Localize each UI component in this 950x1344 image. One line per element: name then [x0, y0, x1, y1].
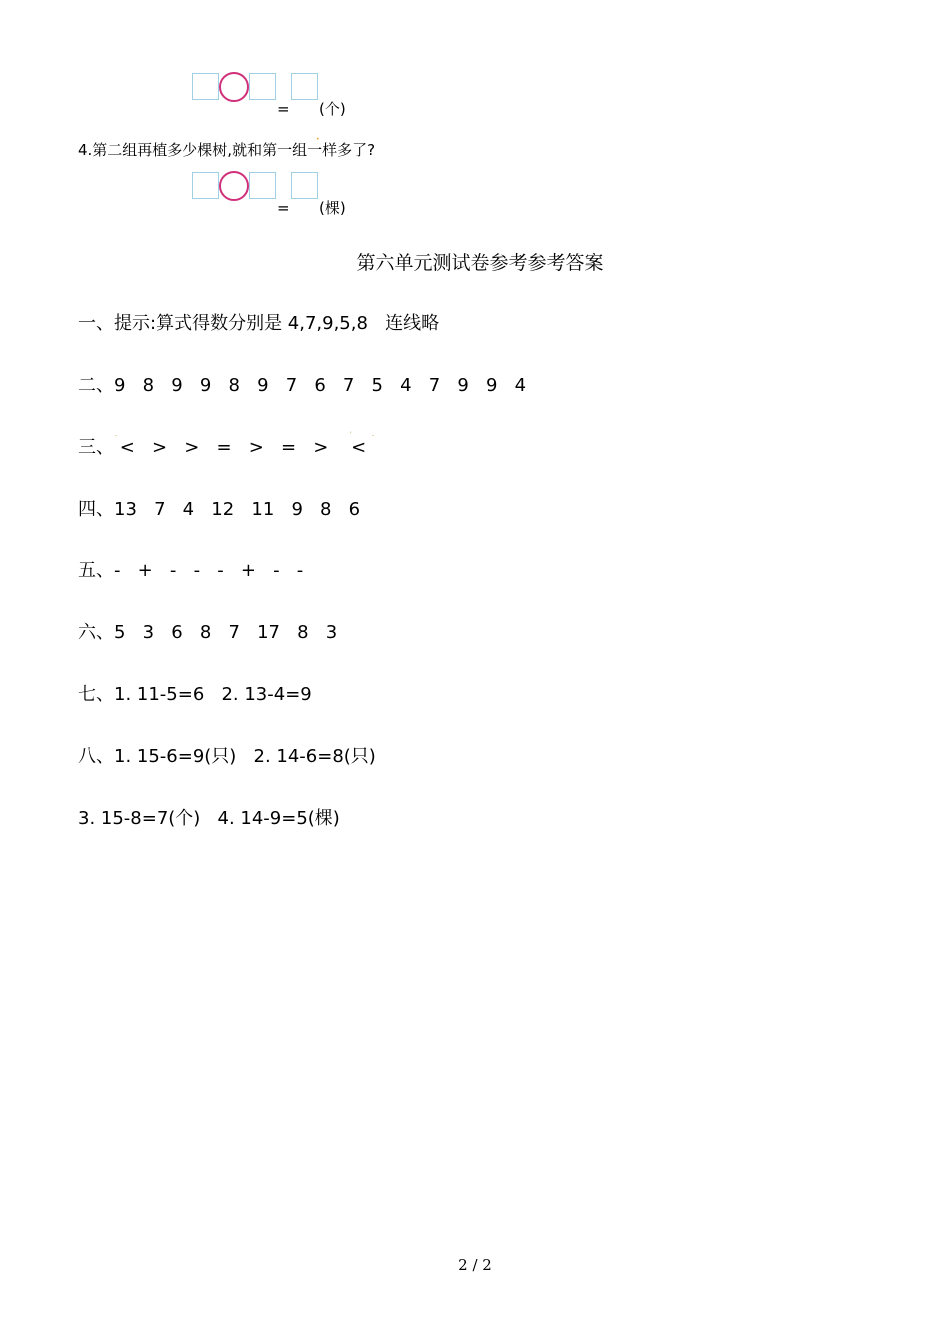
equation-row-q4 — [190, 172, 390, 222]
equation-row-q3 — [190, 73, 390, 123]
result-box[interactable] — [291, 73, 318, 100]
decorative-mark: ' — [350, 431, 352, 438]
answer-line-8: 八、1. 15-6=9(只) 2. 14-6=8(只) — [78, 746, 376, 767]
unit-label: (个) — [319, 100, 346, 118]
answer-line-6: 六、5 3 6 8 7 17 8 3 — [78, 622, 338, 643]
decorative-mark: • — [316, 136, 320, 143]
answer-line-2: 二、9 8 9 9 8 9 7 6 7 5 4 7 9 9 4 — [78, 375, 527, 396]
page-number: 2 / 2 — [458, 1256, 492, 1274]
decorative-mark: - — [115, 432, 118, 439]
answer-box[interactable] — [249, 73, 276, 100]
answer-line-1: 一、提示:算式得数分别是 4,7,9,5,8 连线略 — [78, 313, 440, 334]
answer-line-7: 七、1. 11-5=6 2. 13-4=9 — [78, 684, 312, 705]
answer-box[interactable] — [192, 172, 219, 199]
equal-sign: = — [277, 100, 290, 118]
answer-line-9: 3. 15-8=7(个) 4. 14-9=5(棵) — [78, 808, 340, 829]
answer-key-title: 第六单元测试卷参考参考答案 — [356, 252, 604, 274]
decorative-mark: - — [372, 432, 375, 439]
answer-line-5: 五、- + - - - + - - — [78, 560, 304, 581]
question-4: 4.第二组再植多少棵树,就和第一组一样多了? — [78, 141, 376, 159]
operator-circle[interactable] — [219, 72, 249, 102]
equal-sign: = — [277, 199, 290, 217]
answer-box[interactable] — [249, 172, 276, 199]
operator-circle[interactable] — [219, 171, 249, 201]
result-box[interactable] — [291, 172, 318, 199]
answer-line-3: 三、 < > > = > = > < — [78, 437, 367, 458]
answer-line-4: 四、13 7 4 12 11 9 8 6 — [78, 499, 361, 520]
unit-label: (棵) — [319, 199, 346, 217]
answer-box[interactable] — [192, 73, 219, 100]
